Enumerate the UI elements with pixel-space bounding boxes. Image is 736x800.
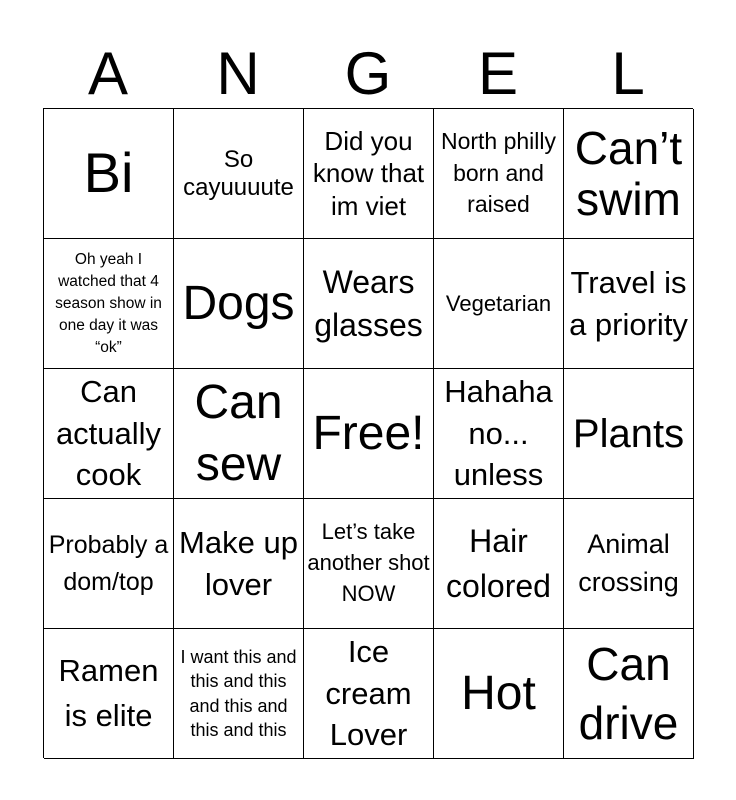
bingo-cell[interactable] [434, 499, 564, 629]
bingo-cell[interactable] [44, 499, 174, 629]
cell-text: Hot [461, 666, 536, 720]
cell-text: Ramen is elite [58, 652, 159, 733]
cell-text: Let’s take another shot NOW [307, 519, 430, 606]
cell-text: Can actually cook [55, 373, 162, 493]
bingo-cell[interactable] [44, 239, 174, 369]
bingo-cell[interactable] [434, 369, 564, 499]
header-letter-g: G [344, 40, 392, 107]
bingo-cell[interactable] [304, 499, 434, 629]
cell-text: Can drive [578, 637, 679, 749]
cell-text: Can sew [194, 376, 283, 491]
cell-text: Probably a dom/top [48, 531, 169, 596]
cell-text: Dogs [182, 276, 295, 330]
bingo-cell[interactable] [564, 239, 694, 369]
cell-text: Hahaha no... unless [444, 373, 553, 493]
cell-text: Free! [312, 406, 425, 460]
cell-text: North philly born and raised [440, 127, 557, 218]
cell-text: Make up lover [179, 524, 298, 602]
cell-text: Animal crossing [578, 528, 679, 597]
bingo-cell[interactable] [174, 629, 304, 759]
cell-text: Vegetarian [445, 290, 552, 316]
bingo-cell[interactable] [564, 629, 694, 759]
bingo-cell[interactable] [304, 629, 434, 759]
cell-text: Plants [572, 411, 685, 456]
cell-text: So cayuuuute [183, 145, 294, 201]
bingo-board [43, 108, 693, 758]
cell-text: Hair colored [446, 523, 551, 604]
bingo-cell[interactable] [434, 629, 564, 759]
cell-text: Travel is a priority [569, 264, 688, 342]
cell-text: I want this and this and this and this and this and this [180, 646, 297, 740]
bingo-cell[interactable] [44, 369, 174, 499]
cell-text: Bi [83, 141, 134, 205]
bingo-cell[interactable] [44, 629, 174, 759]
cell-text: Did you know that im viet [312, 125, 425, 221]
header-letter-e: E [477, 40, 519, 107]
bingo-cell[interactable] [304, 239, 434, 369]
bingo-header [43, 40, 693, 108]
bingo-cell[interactable] [174, 369, 304, 499]
bingo-cell[interactable] [434, 239, 564, 369]
bingo-cell[interactable] [174, 109, 304, 239]
cell-text: Oh yeah I watched that 4 season show in one day it was “ok” [55, 250, 162, 356]
bingo-cell[interactable] [304, 109, 434, 239]
bingo-cell[interactable] [564, 109, 694, 239]
bingo-cell[interactable] [564, 369, 694, 499]
header-letter-a: A [87, 40, 129, 107]
cell-text: Wears glasses [314, 264, 423, 343]
bingo-cell[interactable] [174, 239, 304, 369]
bingo-cell[interactable] [434, 109, 564, 239]
bingo-cell[interactable] [304, 369, 434, 499]
bingo-cell[interactable] [44, 109, 174, 239]
cell-text: Can’t swim [574, 121, 683, 225]
bingo-cell[interactable] [564, 499, 694, 629]
header-letter-n: N [216, 40, 260, 107]
header-letter-l: L [611, 40, 645, 107]
bingo-cell[interactable] [174, 499, 304, 629]
cell-text: Ice cream Lover [325, 633, 412, 753]
